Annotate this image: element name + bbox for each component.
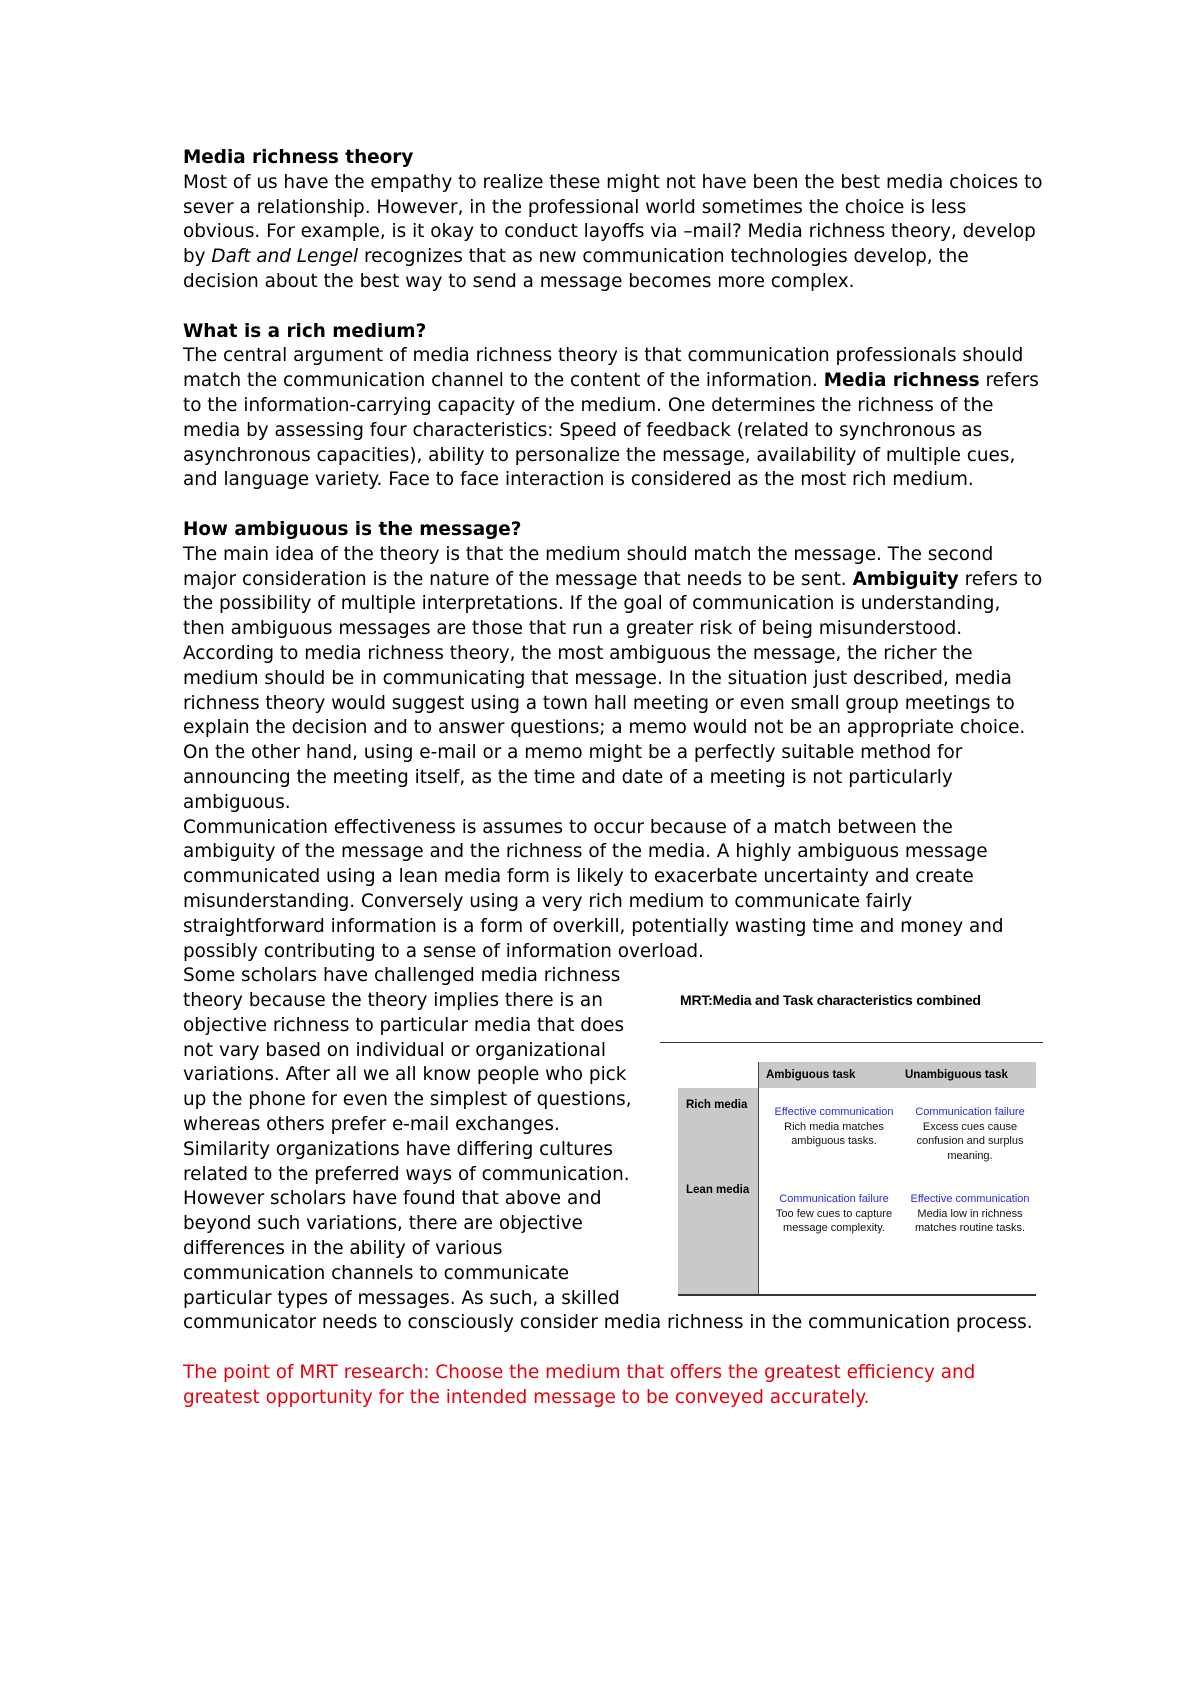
cell-rich-ambiguous-desc: Rich media matches ambiguous tasks. bbox=[784, 1120, 884, 1148]
cell-lean-ambiguous-desc: Too few cues to capture message complexity. bbox=[775, 1207, 893, 1235]
column-unambiguous: Unambiguous task bbox=[905, 1069, 1008, 1082]
ambiguity-text-a: The main idea of the theory is that the medium should match the message. The second major consideration is the nature of the message that needs to be sent. bbox=[183, 543, 994, 590]
paragraph-according: According to media richness theory, the most ambiguous the message, the richer the medium should be in communicating that message. In the situation just described, media richness theory would suggest using a town hall meeting or even small group meetings to explain the decision and to answer questions; a memo would not be an appropriate choice. On the other hand, using e-mail or a memo might be a perfectly suitable method for announcing the meeting itself, as the time and date of a meeting is not particularly ambiguous. bbox=[183, 642, 1026, 813]
ambiguity-text-b: refers to the possibility of multiple interpretations. If the goal of communication is understanding, then ambiguous messages are those that run a greater risk of being misunderstood. bbox=[183, 568, 1043, 640]
rich-text-b: refers to the information-carrying capacity of the medium. One determines the richness of the media by assessing four characteristics: Speed of feedback (related to synchronous as asynchronous capacities), ability to personalize the message, availability of multiple cues, and language variety. Face to face interaction is considered as the most rich medium. bbox=[183, 370, 1039, 491]
mrt-figure bbox=[648, 964, 1043, 1301]
figure-rule bbox=[660, 1042, 1043, 1043]
column-ambiguous: Ambiguous task bbox=[766, 1069, 856, 1082]
cell-lean-unambiguous bbox=[900, 1192, 1040, 1236]
cell-lean-ambiguous bbox=[764, 1192, 904, 1236]
cell-rich-ambiguous-title: Effective communication bbox=[774, 1106, 894, 1119]
paragraph-intro bbox=[183, 171, 1043, 295]
row-rich-media: Rich media bbox=[686, 1099, 748, 1112]
cell-lean-ambiguous-title: Communication failure bbox=[779, 1193, 889, 1206]
cell-rich-unambiguous-desc: Excess cues cause confusion and surplus meaning. bbox=[916, 1120, 1024, 1162]
cell-lean-unambiguous-desc: Media low in richness matches routine tasks. bbox=[914, 1207, 1026, 1235]
cell-rich-unambiguous bbox=[900, 1105, 1040, 1163]
heading-ambiguous-message: How ambiguous is the message? bbox=[183, 518, 522, 540]
figure-title: MRT:Media and Task characteristics combined bbox=[680, 992, 981, 1009]
heading-rich-medium: What is a rich medium? bbox=[183, 320, 427, 342]
paragraph-ambiguity bbox=[183, 543, 1043, 642]
intro-text-b: recognizes that as new communication technologies develop, the decision about the best way to send a message becomes more complex. bbox=[183, 246, 969, 292]
rich-term: Media richness bbox=[823, 370, 980, 392]
heading-media-richness-theory: Media richness theory bbox=[183, 147, 414, 168]
cell-rich-ambiguous bbox=[764, 1105, 904, 1149]
cell-lean-unambiguous-title: Effective communication bbox=[910, 1193, 1030, 1206]
conclusion-text: The point of MRT research: Choose the medium that offers the greatest efficiency and greatest opportunity for the intended message to be conveyed accurately. bbox=[183, 1362, 976, 1408]
row-lean-media: Lean media bbox=[686, 1184, 750, 1197]
intro-text-a: Most of us have the empathy to realize these might not have been the best media choices to sever a relationship. However, in the professional world sometimes the choice is less obvious. For example, is it okay to conduct layoffs via –mail? Media richness theory, develop by bbox=[183, 171, 1043, 268]
paragraph-rich-medium bbox=[183, 344, 1043, 493]
rich-text-a: The central argument of media richness theory is that communication professionals should match the communication channel to the content of the information. bbox=[183, 345, 1024, 392]
document-body bbox=[183, 146, 1043, 1411]
ambiguity-term: Ambiguity bbox=[852, 568, 959, 590]
paragraph-effectiveness: Communication effectiveness is assumes to occur because of a match between the ambiguity of the message and the richness of the media. A highly ambiguous message communicated using a lean media form is likely to exacerbate uncertainty and create misunderstanding. Conversely using a very rich medium to communicate fairly straightforward information is a form of overkill, potentially wasting time and money and possibly contributing to a sense of information overload. bbox=[183, 816, 1004, 962]
paragraph-scholars: Some scholars have challenged media richness theory because the theory implies there is an objective richness to particular media that does not vary based on individual or organizational variations. After all we all know people who pick up the phone for even the simplest of questions, whereas others prefer e-mail exchanges. Similarity organizations have differing cultures related to the preferred ways of communication. However scholars have found that above and beyond such variations, there are objective differences in the ability of various communication channels to communicate particular types of messages. As such, a skilled communicator needs to consciously consider media richness in the communication process. bbox=[183, 965, 1033, 1334]
cell-rich-unambiguous-title: Communication failure bbox=[915, 1106, 1025, 1119]
intro-authors: Daft and Lengel bbox=[211, 246, 359, 268]
figure-matrix bbox=[678, 1062, 1036, 1295]
